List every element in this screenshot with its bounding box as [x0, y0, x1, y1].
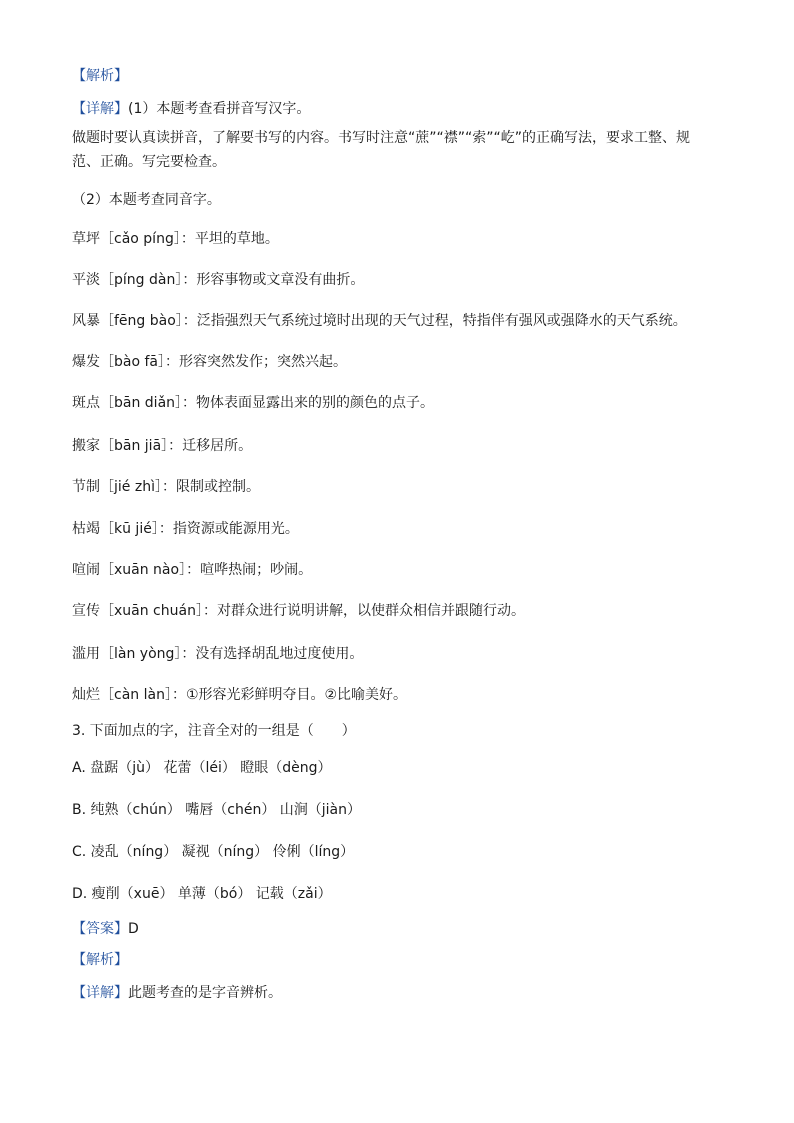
entry-line: 搬家［bān jiā］：迁移居所。 [72, 438, 253, 454]
detail-text: 此题考查的是字音辨析。 [128, 985, 282, 1001]
answer-tag: 【答案】 [72, 921, 128, 937]
entry-line: 草坪［cǎo píng］：平坦的草地。 [72, 231, 279, 247]
entry-line: 灿烂［càn làn］：①形容光彩鲜明夺目。②比喻美好。 [72, 687, 408, 703]
detail-text: (1）本题考查看拼音写汉字。 [128, 101, 311, 117]
answer-line [72, 919, 139, 939]
entry-line: 平淡［píng dàn］：形容事物或文章没有曲折。 [72, 272, 365, 288]
entry-line: 喧闹［xuān nào］：喧哗热闹；吵闹。 [72, 562, 313, 578]
entry-line: 爆发［bào fā］：形容突然发作；突然兴起。 [72, 354, 347, 370]
detail-line [72, 99, 310, 119]
option-c: C. 凌乱（níng） 凝视（níng） 伶俐（líng） [72, 844, 355, 860]
analysis-heading: 【解析】 [72, 952, 128, 968]
detail-line [72, 983, 282, 1003]
part2-heading: （2）本题考查同音字。 [72, 192, 221, 208]
instruction-paragraph: 做题时要认真读拼音，了解要书写的内容。书写时注意“蔗”“襟”“索”“屹”的正确写法，要求工整、规范、正确。写完要检查。 [72, 130, 691, 170]
entry-line: 斑点［bān diǎn］：物体表面显露出来的别的颜色的点子。 [72, 395, 435, 411]
entry-line: 风暴［fēng bào］：泛指强烈天气系统过境时出现的天气过程，特指伴有强风或强降水的天气系统。 [72, 313, 687, 329]
question-stem: 3. 下面加点的字，注音全对的一组是（ ） [72, 723, 356, 739]
entry-line: 节制［jié zhì］：限制或控制。 [72, 479, 260, 495]
detail-tag: 【详解】 [72, 101, 128, 117]
detail-tag: 【详解】 [72, 985, 128, 1001]
entry-line: 滥用［làn yòng］：没有选择胡乱地过度使用。 [72, 646, 364, 662]
option-a: A. 盘踞（jù） 花蕾（léi） 瞪眼（dèng） [72, 760, 332, 776]
entry-line: 枯竭［kū jié］：指资源或能源用光。 [72, 521, 299, 537]
entry-line: 宣传［xuān chuán］：对群众进行说明讲解，以使群众相信并跟随行动。 [72, 603, 525, 619]
analysis-heading: 【解析】 [72, 68, 128, 84]
option-b: B. 纯熟（chún） 嘴唇（chén） 山涧（jiàn） [72, 802, 362, 818]
answer-value: D [128, 921, 139, 937]
option-d: D. 瘦削（xuē） 单薄（bó） 记载（zǎi） [72, 886, 332, 902]
